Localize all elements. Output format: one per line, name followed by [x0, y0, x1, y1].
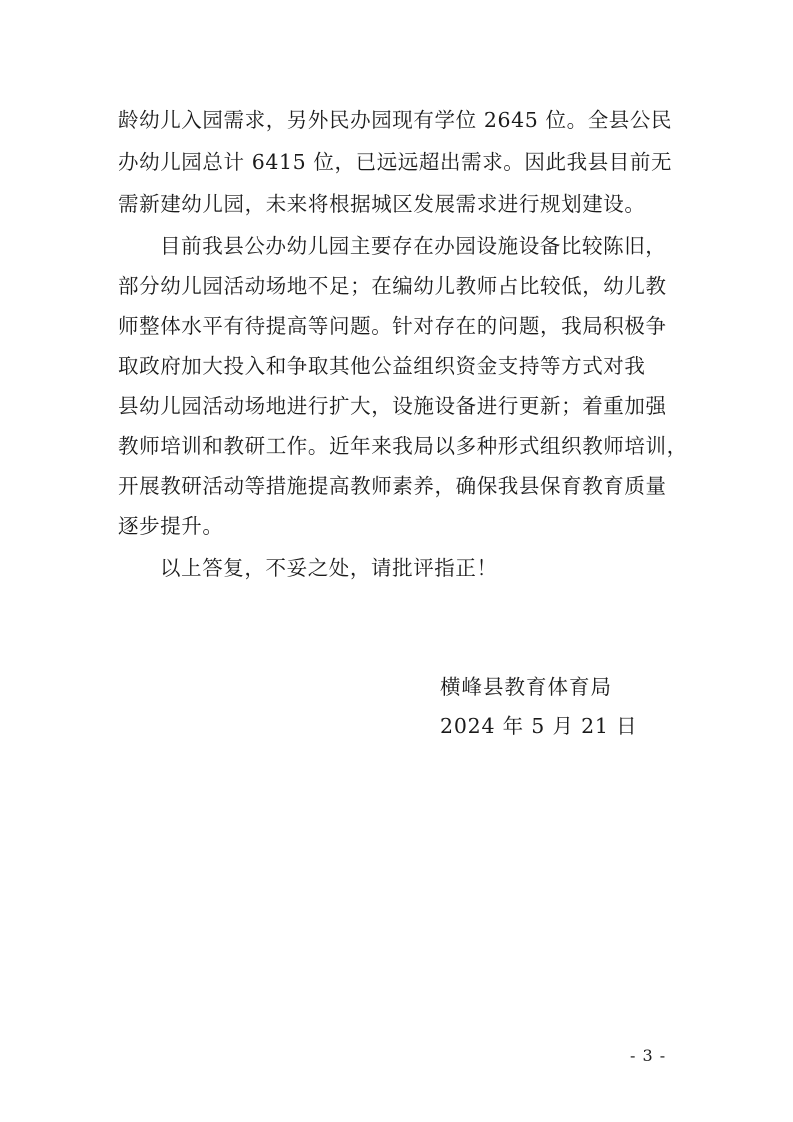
body-line-1: 龄幼儿入园需求，另外民办园现有学位 2645 位。全县公民	[118, 108, 673, 132]
body-line-4: 目前我县公办幼儿园主要存在办园设施设备比较陈旧，	[160, 234, 667, 258]
body-line-8: 县幼儿园活动场地进行扩大，设施设备进行更新；着重加强	[118, 394, 667, 418]
body-line-5: 部分幼儿园活动场地不足；在编幼儿教师占比较低，幼儿教	[118, 274, 667, 298]
body-line-2: 办幼儿园总计 6415 位，已远远超出需求。因此我县目前无	[118, 150, 673, 174]
body-line-6: 师整体水平有待提高等问题。针对存在的问题，我局积极争	[118, 314, 667, 338]
closing-line: 以上答复，不妥之处，请批评指正！	[160, 556, 498, 580]
body-line-3: 需新建幼儿园，未来将根据城区发展需求进行规划建设。	[118, 192, 646, 216]
signature-date: 2024 年 5 月 21 日	[440, 714, 638, 738]
body-line-11: 逐步提升。	[118, 514, 224, 538]
signature-organization: 横峰县教育体育局	[440, 675, 612, 699]
body-line-9: 教师培训和教研工作。近年来我局以多种形式组织教师培训，	[118, 434, 688, 458]
body-line-7: 取政府加大投入和争取其他公益组织资金支持等方式对我	[118, 354, 646, 378]
body-line-10: 开展教研活动等措施提高教师素养，确保我县保育教育质量	[118, 474, 667, 498]
page-number: - 3 -	[630, 1046, 667, 1065]
